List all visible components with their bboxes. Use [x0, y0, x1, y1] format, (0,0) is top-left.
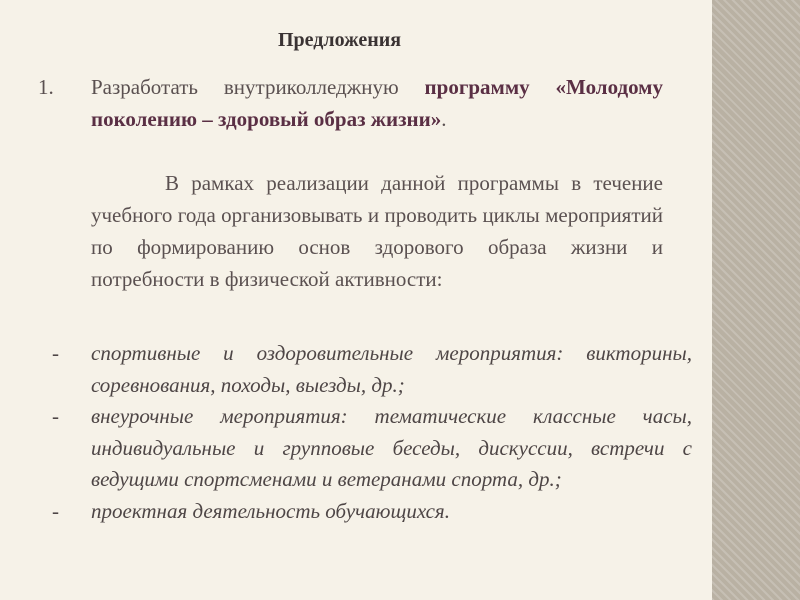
bullet-dash: - [52, 341, 59, 365]
program-name: программу «Молодому поколению – здоровый образ жизни» [91, 75, 663, 131]
bullet-text: спортивные и оздоровительные мероприятия: викторины, соревнования, походы, выезды, др.; [91, 341, 692, 397]
activity-list [48, 338, 692, 527]
decorative-side-strip [712, 0, 800, 600]
bullet-dash: - [52, 498, 59, 523]
bullet-text: внеурочные мероприятия: тематические классные часы, индивидуальные и групповые беседы, дискуссии, встречи с ведущими спортсменами и ветеранами спорта, др.; [91, 404, 692, 491]
list-item [48, 496, 692, 528]
list-item [48, 401, 692, 496]
list-item [48, 338, 692, 401]
proposal-lead: Разработать внутриколледжную [91, 75, 425, 99]
proposal-heading [91, 71, 663, 135]
slide-title: Предложения [278, 29, 402, 51]
proposal-tail: . [441, 107, 447, 131]
bullet-text: проектная деятельность обучающихся. [91, 498, 450, 523]
bullet-dash: - [52, 404, 59, 428]
proposal-body: В рамках реализации данной программы в течение учебного года организовывать и проводить циклы мероприятий по формированию основ здорового образа жизни и потребности в физической активности: [91, 171, 663, 291]
list-number: 1. [38, 75, 54, 99]
